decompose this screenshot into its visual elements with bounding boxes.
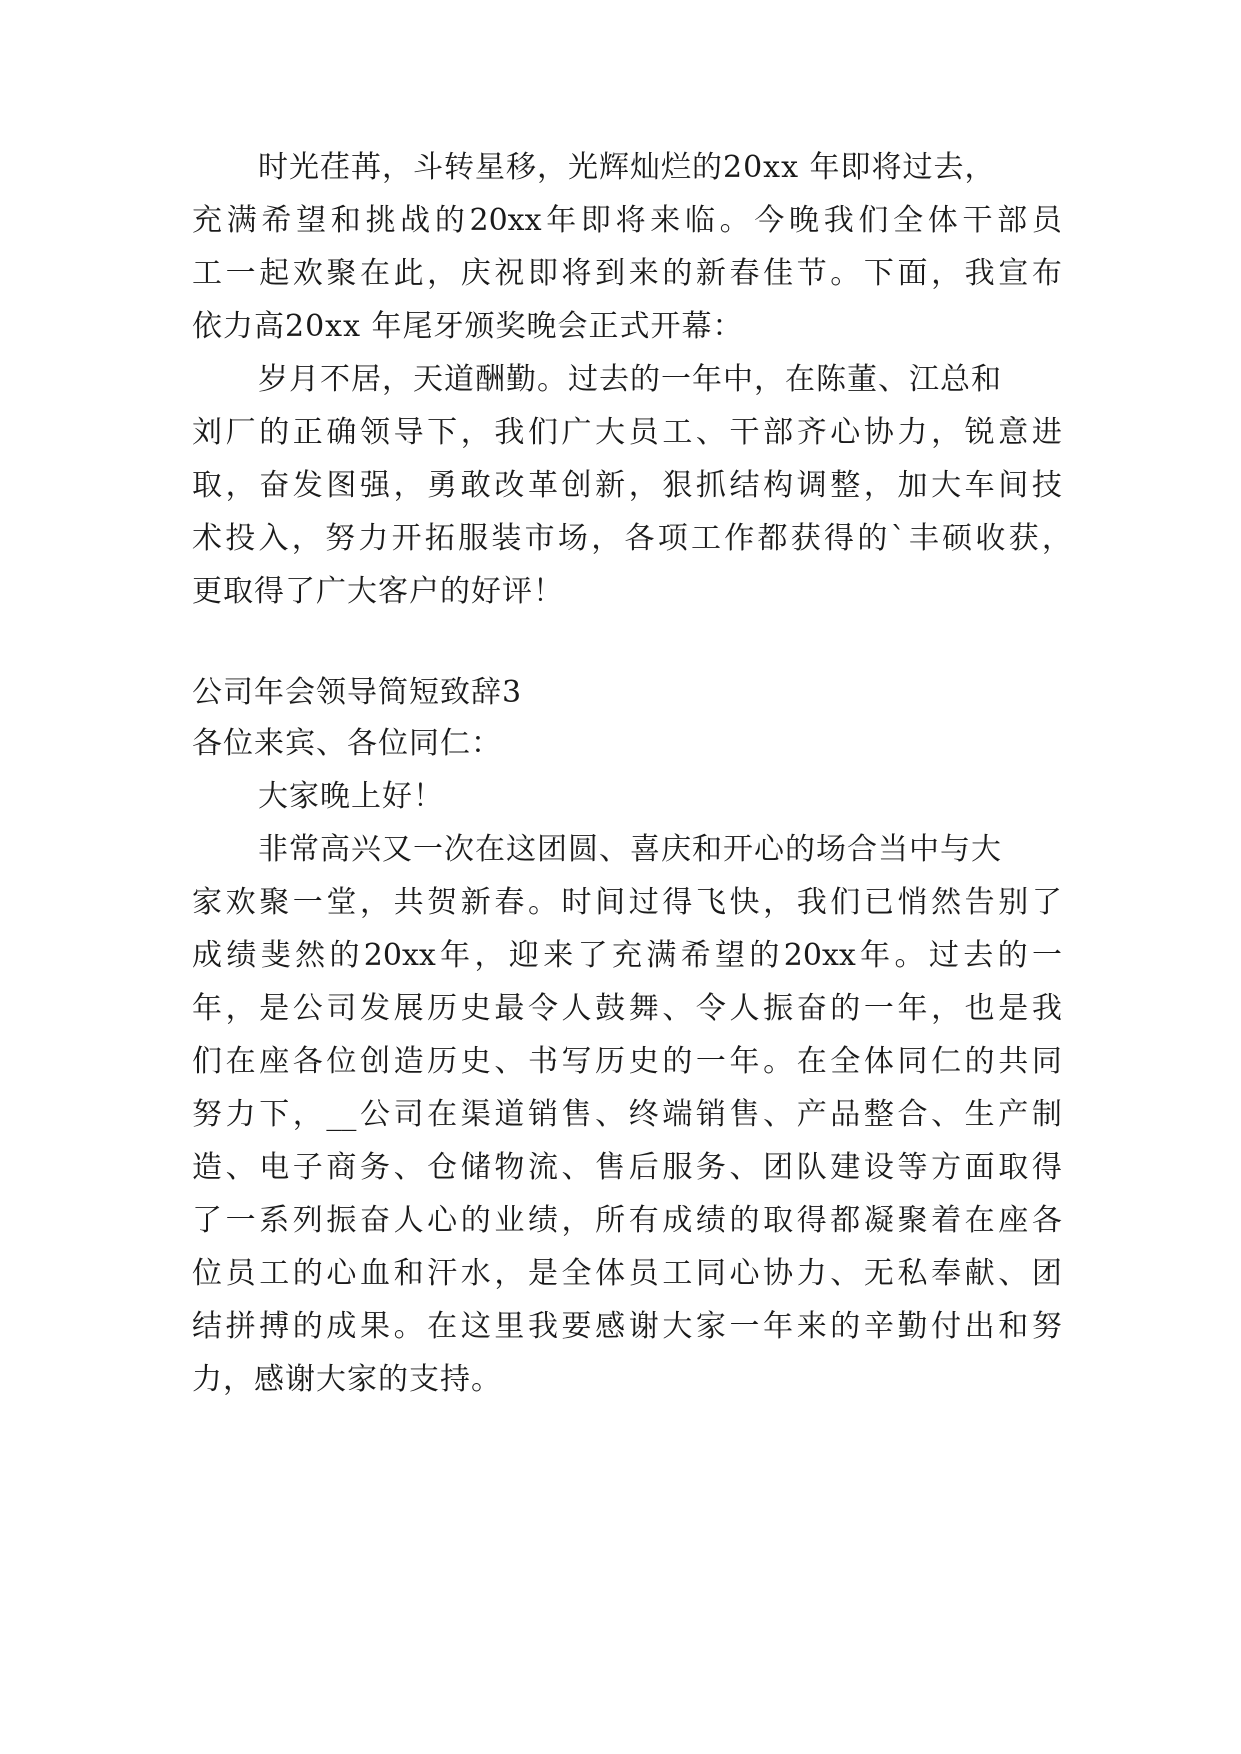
paragraph-line: 努 力 下 ， __ 公 司 在 渠 道 销 售 、 终 端 销 售 、 产 品 整 合 、 生 产 制 [192, 1097, 1062, 1132]
paragraph-line: 非常高兴又一次在这团圆、喜庆和开心的场合当中与大 [258, 832, 1002, 867]
paragraph-line: 成 绩 斐 然 的 20xx 年 ， 迎 来 了 充 满 希 望 的 20xx 年 。 过 去 的 一 [192, 938, 1062, 973]
paragraph-line: 结 拼 搏 的 成 果 。 在 这 里 我 要 感 谢 大 家 一 年 来 的 辛 勤 付 出 和 努 [192, 1309, 1062, 1344]
paragraph-line: 时光荏苒，斗转星移，光辉灿烂的20xx 年即将过去， [258, 150, 996, 185]
paragraph-line: 取 ， 奋 发 图 强 ， 勇 敢 改 革 创 新 ， 狠 抓 结 构 调 整 ， 加 大 车 间 技 [192, 468, 1062, 503]
paragraph-line: 岁月不居，天道酬勤。过去的一年中，在陈董、江总和 [258, 362, 1002, 397]
paragraph-line: 力，感谢大家的支持。 [192, 1362, 502, 1397]
paragraph-line: 充 满 希 望 和 挑 战 的 20xx 年 即 将 来 临 。 今 晚 我 们 全 体 干 部 员 [192, 203, 1062, 238]
paragraph-line: 依力高20xx 年尾牙颁奖晚会正式开幕： [192, 309, 744, 344]
greeting: 大家晚上好！ [258, 779, 444, 814]
salutation: 各位来宾、各位同仁： [192, 726, 502, 761]
paragraph-line: 们 在 座 各 位 创 造 历 史 、 书 写 历 史 的 一 年 。 在 全 体 同 仁 的 共 同 [192, 1044, 1062, 1079]
paragraph-line: 年 ， 是 公 司 发 展 历 史 最 令 人 鼓 舞 、 令 人 振 奋 的 一 年 ， 也 是 我 [192, 991, 1062, 1026]
paragraph-line: 工 一 起 欢 聚 在 此 ， 庆 祝 即 将 到 来 的 新 春 佳 节 。 下 面 ， 我 宣 布 [192, 256, 1062, 291]
paragraph-line: 了 一 系 列 振 奋 人 心 的 业 绩 ， 所 有 成 绩 的 取 得 都 凝 聚 着 在 座 各 [192, 1203, 1062, 1238]
paragraph-line: 家 欢 聚 一 堂 ， 共 贺 新 春 。 时 间 过 得 飞 快 ， 我 们 已 悄 然 告 别 了 [192, 885, 1062, 920]
paragraph-line: 刘 厂 的 正 确 领 导 下 ， 我 们 广 大 员 工 、 干 部 齐 心 协 力 ， 锐 意 进 [192, 415, 1062, 450]
paragraph-line: 更取得了广大客户的好评！ [192, 574, 564, 609]
paragraph-line: 位 员 工 的 心 血 和 汗 水 ， 是 全 体 员 工 同 心 协 力 、 无 私 奉 献 、 团 [192, 1256, 1062, 1291]
paragraph-line: 造 、 电 子 商 务 、 仓 储 物 流 、 售 后 服 务 、 团 队 建 设 等 方 面 取 得 [192, 1150, 1062, 1185]
section-heading: 公司年会领导简短致辞3 [192, 675, 523, 710]
paragraph-line: 术 投 入 ， 努 力 开 拓 服 装 市 场 ， 各 项 工 作 都 获 得 的 ` 丰 硕 收 获 ， [192, 521, 1072, 556]
